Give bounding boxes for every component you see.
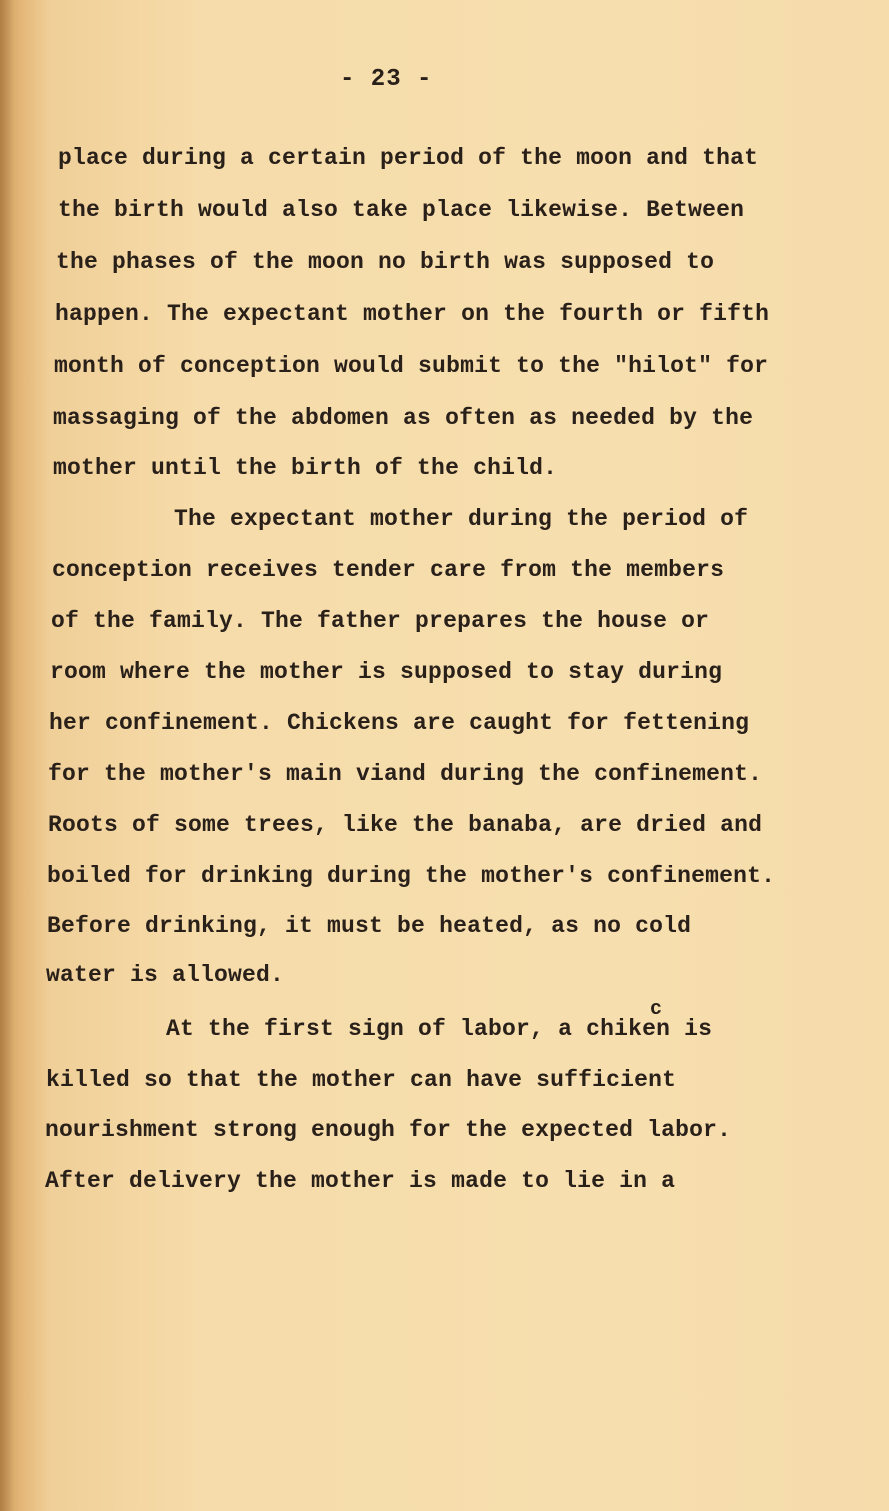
paragraph-start-line: The expectant mother during the period of <box>174 506 749 532</box>
text-line: massaging of the abdomen as often as needed by the <box>53 405 754 431</box>
text-line: place during a certain period of the moon and that <box>58 145 759 171</box>
text-line: conception receives tender care from the members <box>52 557 725 583</box>
text-line: room where the mother is supposed to stay during <box>50 659 723 685</box>
text-line: mother until the birth of the child. <box>53 455 558 481</box>
text-line: the phases of the moon no birth was supposed to <box>56 249 715 275</box>
text-line: nourishment strong enough for the expected labor. <box>45 1117 732 1143</box>
text-line: boiled for drinking during the mother's confinement. <box>47 863 776 889</box>
text-line: happen. The expectant mother on the fourth or fifth <box>55 301 770 327</box>
text-line: Roots of some trees, like the banaba, are dried and <box>48 812 763 838</box>
page-number: - 23 - <box>340 66 433 93</box>
text-line: Before drinking, it must be heated, as no cold <box>47 913 692 939</box>
text-line: her confinement. Chickens are caught for fettening <box>49 710 750 736</box>
text-line: After delivery the mother is made to lie in a <box>45 1168 676 1194</box>
text-line: for the mother's main viand during the confinement. <box>48 761 763 787</box>
text-line: month of conception would submit to the "hilot" for <box>54 353 769 379</box>
text-line: the birth would also take place likewise. Between <box>58 197 745 223</box>
paragraph-start-line: At the first sign of labor, a chiken is <box>166 1016 713 1042</box>
page-edge-shadow <box>0 0 14 1511</box>
text-line: water is allowed. <box>46 962 285 988</box>
correction-mark: c <box>650 998 663 1021</box>
text-line: killed so that the mother can have sufficient <box>46 1067 677 1093</box>
text-line: of the family. The father prepares the house or <box>51 608 710 634</box>
